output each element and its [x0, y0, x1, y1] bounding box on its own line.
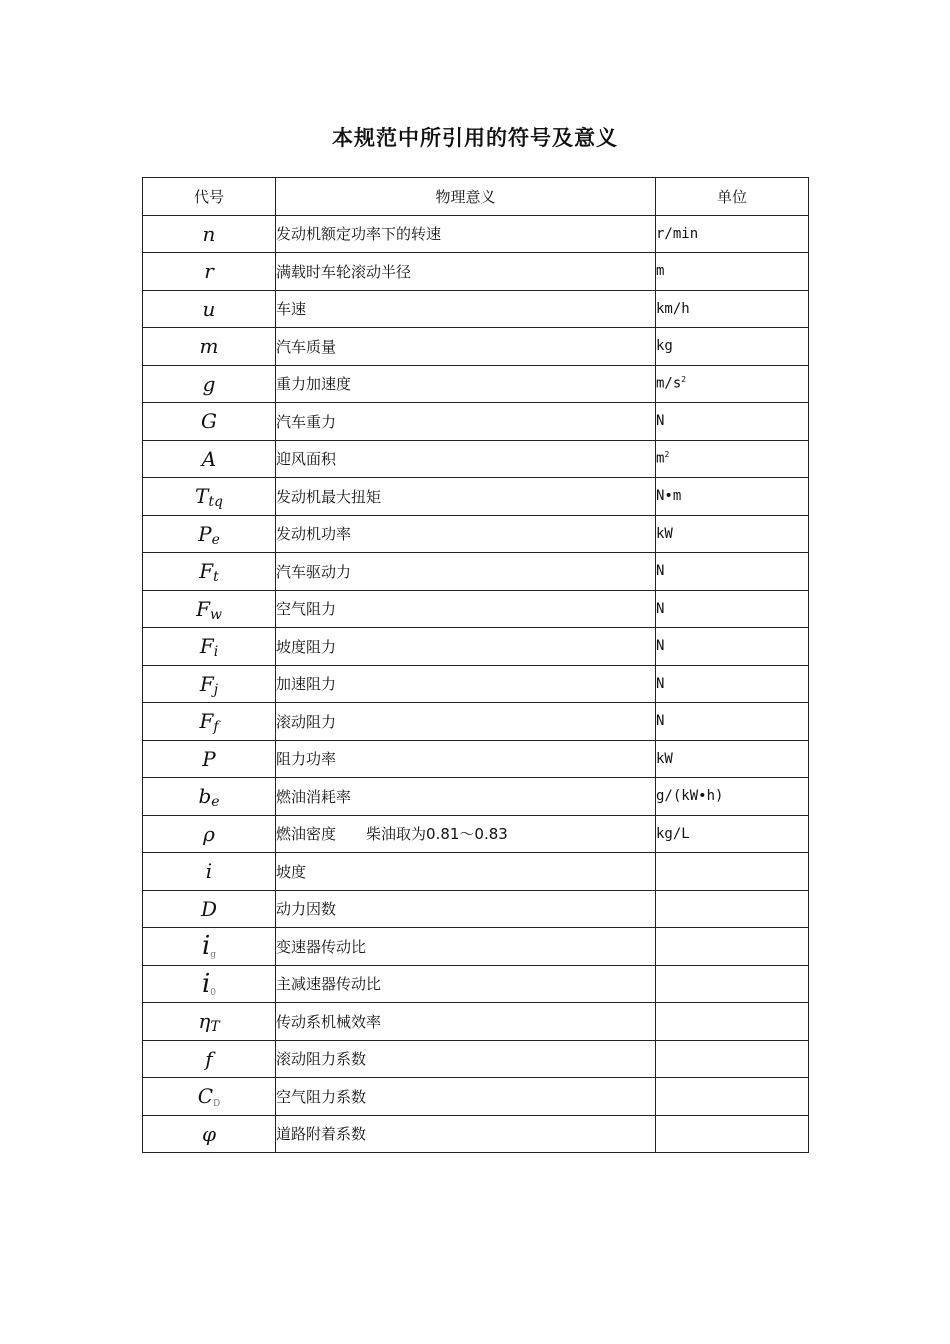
symbol: u	[202, 296, 216, 321]
symbol-subscript: 0	[210, 987, 217, 998]
unit-cell	[656, 965, 809, 1003]
unit-cell	[656, 215, 809, 253]
table-row	[143, 1040, 809, 1078]
page-title: 本规范中所引用的符号及意义	[332, 126, 618, 150]
symbol: f	[205, 1046, 213, 1071]
unit-text: N	[656, 563, 665, 580]
meaning-cell: 坡度	[276, 853, 656, 891]
symbol: F	[199, 709, 214, 734]
table-row	[143, 253, 809, 291]
table-row	[143, 628, 809, 666]
table-row	[143, 778, 809, 816]
meaning-cell: 迎风面积	[276, 440, 656, 478]
symbol-subscript: e	[211, 531, 220, 548]
unit-cell	[656, 890, 809, 928]
symbol-cell	[143, 215, 276, 253]
unit-cell	[656, 1003, 809, 1041]
symbol: i	[205, 859, 213, 884]
table-row	[143, 1078, 809, 1116]
unit-cell	[656, 478, 809, 516]
symbol-cell	[143, 628, 276, 666]
symbol-subscript: f	[213, 719, 219, 736]
symbol-cell	[143, 665, 276, 703]
meaning-cell: 传动系机械效率	[276, 1003, 656, 1041]
unit-cell	[656, 628, 809, 666]
symbol: g	[202, 371, 216, 396]
symbol: r	[204, 259, 214, 284]
table-row	[143, 1115, 809, 1153]
unit-text: N	[656, 638, 665, 655]
table-row	[143, 890, 809, 928]
symbol-cell	[143, 1078, 276, 1116]
unit-text: kg/L	[656, 825, 690, 842]
unit-cell	[656, 440, 809, 478]
unit-text: km/h	[656, 300, 690, 317]
symbol: G	[201, 409, 217, 434]
meaning-cell: 发动机额定功率下的转速	[276, 215, 656, 253]
unit-cell	[656, 1115, 809, 1153]
unit-text: m	[656, 451, 665, 468]
meaning-cell: 滚动阻力	[276, 703, 656, 741]
symbol-cell	[143, 553, 276, 591]
symbol-subscript: e	[211, 794, 220, 811]
symbol-cell	[143, 290, 276, 328]
meaning-cell: 汽车重力	[276, 403, 656, 441]
symbol: F	[196, 596, 210, 621]
meaning-cell: 道路附着系数	[276, 1115, 656, 1153]
symbol: m	[199, 334, 219, 359]
header-meaning: 物理意义	[276, 178, 656, 216]
symbol-subscript: j	[213, 681, 219, 698]
unit-cell	[656, 1078, 809, 1116]
symbol-cell	[143, 328, 276, 366]
unit-cell	[656, 515, 809, 553]
table-row	[143, 478, 809, 516]
table-row	[143, 365, 809, 403]
symbol: ρ	[203, 821, 215, 846]
symbol-cell	[143, 1040, 276, 1078]
unit-text: N•m	[656, 488, 682, 505]
unit-text: kW	[656, 750, 673, 767]
table-row	[143, 1003, 809, 1041]
meaning-cell: 发动机功率	[276, 515, 656, 553]
meaning-cell: 燃油密度 柴油取为0.81～0.83	[276, 815, 656, 853]
unit-cell	[656, 253, 809, 291]
symbol: n	[202, 221, 216, 246]
symbol-cell	[143, 403, 276, 441]
unit-text: N	[656, 675, 665, 692]
symbol-subscript: tq	[208, 494, 223, 511]
unit-cell	[656, 403, 809, 441]
symbol: b	[198, 784, 212, 809]
meaning-cell: 车速	[276, 290, 656, 328]
table-row	[143, 290, 809, 328]
unit-cell	[656, 853, 809, 891]
meaning-cell: 滚动阻力系数	[276, 1040, 656, 1078]
unit-text: N	[656, 413, 665, 430]
table-row	[143, 928, 809, 966]
table-row	[143, 515, 809, 553]
symbol-subscript: t	[213, 569, 219, 586]
table-row	[143, 590, 809, 628]
table-row	[143, 440, 809, 478]
symbol-cell	[143, 815, 276, 853]
symbol-cell	[143, 515, 276, 553]
symbol: F	[199, 671, 214, 696]
unit-cell	[656, 328, 809, 366]
table-row	[143, 665, 809, 703]
symbol-cell	[143, 590, 276, 628]
meaning-cell: 重力加速度	[276, 365, 656, 403]
meaning-cell: 主减速器传动比	[276, 965, 656, 1003]
meaning-cell: 加速阻力	[276, 665, 656, 703]
meaning-cell: 变速器传动比	[276, 928, 656, 966]
unit-cell	[656, 1040, 809, 1078]
symbol-subscript: g	[210, 950, 217, 961]
symbol-subscript: i	[213, 644, 219, 661]
unit-cell	[656, 703, 809, 741]
table-row	[143, 815, 809, 853]
unit-text: N	[656, 600, 665, 617]
unit-text: g/(kW•h)	[656, 788, 724, 805]
meaning-cell: 坡度阻力	[276, 628, 656, 666]
symbol-cell	[143, 890, 276, 928]
table-row	[143, 703, 809, 741]
header-code: 代号	[143, 178, 276, 216]
table-row	[143, 853, 809, 891]
symbol: A	[201, 446, 217, 471]
unit-text: N	[656, 713, 665, 730]
unit-cell	[656, 290, 809, 328]
symbol-cell	[143, 478, 276, 516]
symbol: i	[201, 931, 211, 962]
meaning-cell: 满载时车轮滚动半径	[276, 253, 656, 291]
unit-text: kg	[656, 338, 673, 355]
meaning-cell: 空气阻力	[276, 590, 656, 628]
symbol-cell	[143, 440, 276, 478]
symbol-cell	[143, 928, 276, 966]
symbol-cell	[143, 853, 276, 891]
table-row	[143, 328, 809, 366]
symbol: F	[199, 559, 214, 584]
unit-cell	[656, 590, 809, 628]
unit-cell	[656, 778, 809, 816]
symbol-subscript: T	[210, 1019, 220, 1036]
symbol-cell	[143, 253, 276, 291]
meaning-cell: 燃油消耗率	[276, 778, 656, 816]
header-unit: 单位	[656, 178, 809, 216]
meaning-cell: 汽车质量	[276, 328, 656, 366]
symbol: P	[198, 521, 212, 546]
meaning-cell: 动力因数	[276, 890, 656, 928]
symbol-cell	[143, 365, 276, 403]
unit-text: r/min	[656, 225, 699, 242]
symbol-subscript: w	[209, 606, 222, 623]
symbol-cell	[143, 1003, 276, 1041]
symbol-cell	[143, 1115, 276, 1153]
unit-cell	[656, 665, 809, 703]
symbol: η	[198, 1009, 211, 1034]
unit-text: m	[656, 263, 665, 280]
meaning-cell: 空气阻力系数	[276, 1078, 656, 1116]
unit-text: m/s	[656, 376, 682, 393]
symbol: P	[202, 746, 216, 771]
unit-superscript: 2	[681, 375, 687, 385]
symbol-cell	[143, 778, 276, 816]
unit-cell	[656, 740, 809, 778]
table-header-row	[143, 178, 809, 216]
symbol: φ	[201, 1121, 216, 1146]
meaning-cell: 发动机最大扭矩	[276, 478, 656, 516]
table-row	[143, 403, 809, 441]
symbol-cell	[143, 703, 276, 741]
unit-cell	[656, 553, 809, 591]
symbol: i	[201, 968, 211, 999]
symbol: T	[195, 484, 209, 509]
table-row	[143, 740, 809, 778]
unit-cell	[656, 815, 809, 853]
unit-superscript: 2	[664, 450, 670, 460]
unit-cell	[656, 928, 809, 966]
symbol-table	[142, 177, 809, 1153]
symbol-cell	[143, 740, 276, 778]
table-row	[143, 553, 809, 591]
symbol: C	[197, 1084, 214, 1109]
symbol-cell	[143, 965, 276, 1003]
symbol: D	[200, 896, 218, 921]
table-row	[143, 965, 809, 1003]
table-row	[143, 215, 809, 253]
meaning-cell: 汽车驱动力	[276, 553, 656, 591]
symbol: F	[199, 634, 214, 659]
unit-cell	[656, 365, 809, 403]
unit-text: kW	[656, 525, 673, 542]
meaning-cell: 阻力功率	[276, 740, 656, 778]
symbol-subscript: D	[213, 1099, 221, 1110]
